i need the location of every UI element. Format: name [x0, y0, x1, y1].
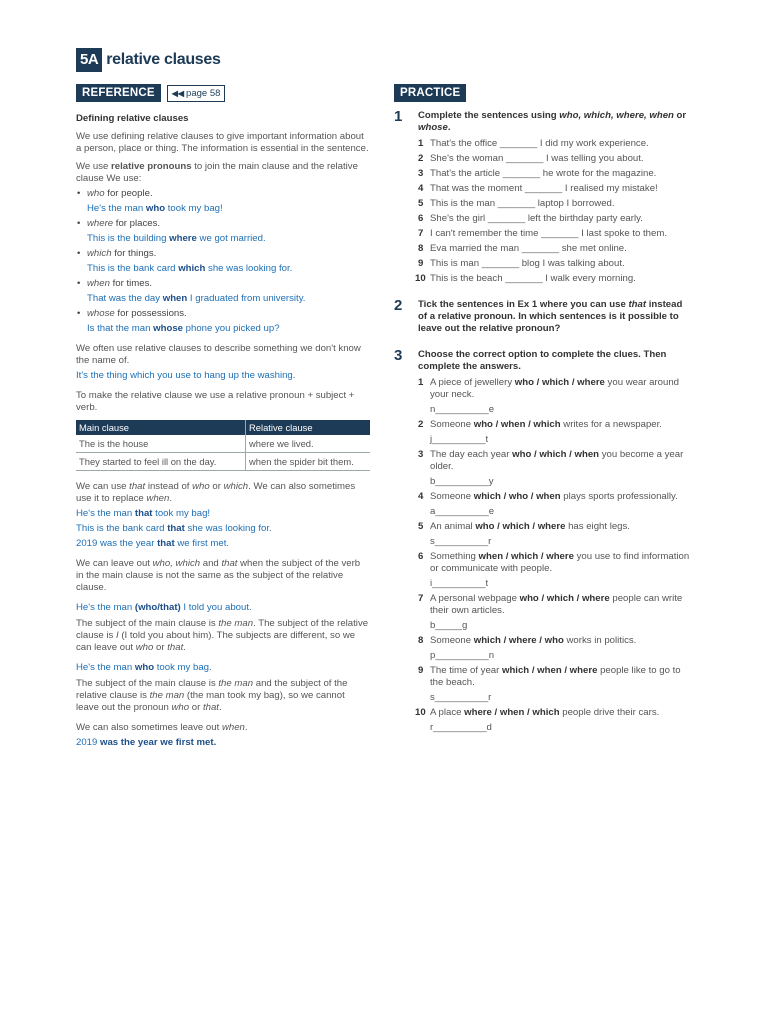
option-choices: who / which / where	[475, 521, 566, 532]
text: to join the main clause and the relative clause We use:	[76, 161, 358, 184]
text: took my bag.	[154, 662, 212, 673]
text: 2019 was the year	[76, 538, 158, 549]
text: for things.	[111, 248, 157, 259]
text-italic: the man	[218, 678, 254, 689]
item-number: 9	[418, 258, 424, 269]
example-sentence	[76, 737, 370, 749]
example-sentence	[87, 293, 370, 305]
example-sentence	[76, 662, 370, 674]
text: Something	[430, 551, 479, 562]
text: We can leave out	[76, 558, 153, 569]
practice-header	[394, 84, 694, 102]
example-sentence	[87, 323, 370, 335]
list-item	[418, 665, 694, 704]
answer-blank: b_____g	[430, 620, 468, 631]
use-item-where	[76, 218, 370, 245]
rewind-icon: ◀◀	[171, 88, 185, 98]
item-number: 9	[418, 665, 424, 676]
exercise-3	[394, 349, 694, 734]
text-bold: (who/that)	[134, 602, 181, 613]
text: He's the man	[76, 508, 135, 519]
practice-label: PRACTICE	[394, 84, 466, 102]
text: she was looking for.	[205, 263, 293, 274]
answer-blank: s__________r	[430, 692, 492, 703]
text: I graduated from university.	[187, 293, 306, 304]
text: I told you about.	[180, 602, 252, 613]
list-item	[418, 635, 694, 662]
list-item	[418, 168, 694, 180]
text: or	[209, 481, 224, 492]
text: Someone	[430, 635, 474, 646]
example-sentence	[87, 233, 370, 245]
text-italic: that	[129, 481, 146, 492]
text-bold: was the year we first met.	[97, 737, 217, 748]
text-italic: when	[146, 493, 170, 504]
text: The subject of the main clause is	[76, 618, 219, 629]
item-text	[430, 665, 694, 704]
text-bold: whose	[153, 323, 183, 334]
unit-badge: 5A	[76, 48, 102, 72]
text-bold: that	[134, 508, 153, 519]
ref-para-7	[76, 618, 370, 654]
answer-blank: p__________n	[430, 650, 495, 661]
text-italic: that	[167, 642, 184, 653]
pronoun: when	[87, 278, 110, 289]
text: The day each year	[430, 449, 513, 460]
text: phone you picked up?	[183, 323, 280, 334]
item-number: 6	[418, 213, 424, 224]
exercise-body	[418, 299, 694, 335]
example-sentence	[76, 602, 370, 614]
answer-blank: n__________e	[430, 404, 495, 415]
ref-para-9	[76, 722, 370, 734]
item-number: 3	[418, 449, 424, 460]
list-item	[418, 183, 694, 195]
text: took my bag!	[152, 508, 211, 519]
list-item	[418, 419, 694, 446]
option-choices: which / when / where	[501, 665, 598, 676]
list-item	[415, 273, 694, 285]
pronoun: who	[87, 188, 105, 199]
text: instead of a relative pronoun. In which sentences is it possible to leave out the relative pronoun?	[418, 299, 683, 334]
exercise-number: 2	[394, 297, 403, 314]
item-text: She's the girl _______ left the birthday party early.	[430, 213, 643, 224]
answer-blank: r__________d	[430, 722, 492, 733]
exercise-number: 3	[394, 347, 403, 364]
item-number: 3	[418, 168, 424, 179]
item-text	[430, 707, 694, 734]
option-choices: who / which / where	[514, 377, 605, 388]
option-choices: where / when / which	[464, 707, 560, 718]
text: Is that the man	[87, 323, 154, 334]
text-italic: whose	[418, 122, 448, 133]
text: people like to go to the beach.	[430, 665, 681, 688]
text-italic: that	[202, 702, 219, 713]
exercise-instruction	[418, 110, 694, 134]
bullet: •	[77, 278, 81, 289]
text: The subject of the main clause is	[76, 678, 219, 689]
unit-title	[76, 48, 221, 72]
table-header-row	[76, 420, 370, 435]
list-item	[418, 213, 694, 225]
item-number: 4	[418, 183, 424, 194]
text: when the subject of the verb in the main clause is not the same as the subject of the relative clause.	[76, 558, 361, 593]
item-number: 5	[418, 198, 424, 209]
text: took my bag!	[165, 203, 223, 214]
item-number: 6	[418, 551, 424, 562]
ref-para-3: We often use relative clauses to describe something we don't know the name of.	[76, 343, 361, 366]
text: A place	[430, 707, 465, 718]
text: we got married.	[196, 233, 266, 244]
item-text: She's the woman _______ I was telling you about.	[430, 153, 644, 164]
list-item	[418, 258, 694, 270]
exercise-1	[394, 110, 694, 285]
text: you use to find information or communicate with people.	[430, 551, 690, 574]
text: (I told you about him). The subjects are different, so we can leave out	[76, 630, 356, 653]
answer-blank: b__________y	[430, 476, 494, 487]
text: or	[189, 702, 203, 713]
item-number: 10	[415, 707, 426, 718]
text: We can use	[76, 481, 130, 492]
list-item	[418, 491, 694, 518]
text: . The subject of the relative clause is	[76, 618, 369, 641]
list-item	[418, 377, 694, 416]
table-header: Relative clause	[246, 420, 371, 435]
use-item-whose	[76, 308, 370, 335]
item-number: 2	[418, 153, 424, 164]
item-text	[430, 491, 694, 518]
table-row	[76, 453, 370, 471]
practice-column	[394, 84, 694, 734]
example-sentence	[76, 538, 370, 550]
example-sentence	[76, 508, 370, 520]
exercise-2	[394, 299, 694, 335]
text: we first met.	[174, 538, 230, 549]
exercise-number: 1	[394, 108, 403, 125]
item-number: 7	[418, 228, 424, 239]
option-choices: when / which / where	[478, 551, 574, 562]
bullet: •	[77, 188, 81, 199]
page-ref-link[interactable]	[167, 85, 226, 102]
use-item-who	[76, 188, 370, 215]
text: He's the man	[76, 662, 135, 673]
text: Someone	[430, 491, 474, 502]
example-sentence	[87, 263, 370, 275]
pronoun: where	[87, 218, 114, 229]
text: you become a year older.	[430, 449, 684, 472]
option-choices: who / when / which	[473, 419, 561, 430]
text: people drive their cars.	[559, 707, 660, 718]
item-number: 8	[418, 243, 424, 254]
text-bold: that	[157, 538, 175, 549]
item-number: 8	[418, 635, 424, 646]
bullet: •	[77, 308, 81, 319]
list-item	[418, 198, 694, 210]
pronoun: whose	[87, 308, 115, 319]
text: or	[153, 642, 168, 653]
answer-blank: a__________e	[430, 506, 495, 517]
item-text: Eva married the man _______ she met online.	[430, 243, 627, 254]
text: you wear around your neck.	[430, 377, 680, 400]
pronoun-uses-list	[76, 188, 370, 335]
item-text: This is the beach _______ I walk every morning.	[430, 273, 636, 284]
item-text: That's the article _______ he wrote for the magazine.	[430, 168, 657, 179]
item-text: This is the man _______ laptop I borrowed.	[430, 198, 615, 209]
text: This is the bank card	[76, 523, 168, 534]
clause-table	[76, 420, 370, 471]
text-italic: who, which, where, when	[559, 110, 674, 121]
text: . We can also sometimes use it to replace	[76, 481, 356, 504]
list-item	[418, 551, 694, 590]
page-title: relative clauses	[106, 51, 221, 68]
use-item-which	[76, 248, 370, 275]
item-number: 10	[415, 273, 426, 284]
table-cell: when the spider bit them.	[246, 453, 371, 471]
ref-para-8	[76, 678, 370, 714]
list-item	[418, 153, 694, 165]
table-cell: where we lived.	[246, 435, 371, 453]
text-bold: relative pronouns	[111, 161, 192, 172]
text: We can also sometimes leave out	[76, 722, 222, 733]
item-text	[430, 419, 694, 446]
item-text	[430, 377, 694, 416]
item-text	[430, 449, 694, 488]
text: she was looking for.	[184, 523, 272, 534]
text: We use	[76, 161, 112, 172]
exercise-body	[415, 349, 694, 734]
ref-para-6	[76, 558, 370, 594]
item-number: 7	[418, 593, 424, 604]
reference-header	[76, 84, 370, 102]
text: Complete the sentences using	[418, 110, 560, 121]
item-number: 4	[418, 491, 424, 502]
text: plays sports professionally.	[560, 491, 678, 502]
text: and	[200, 558, 222, 569]
text-italic: who	[171, 702, 190, 713]
text-italic: who, which	[152, 558, 201, 569]
option-choices: who / which / when	[512, 449, 600, 460]
text: .	[447, 122, 451, 133]
text: people can write their own articles.	[430, 593, 683, 616]
item-number: 5	[418, 521, 424, 532]
text-italic: I	[116, 630, 119, 641]
text: That was the day	[87, 293, 163, 304]
option-choices: who / which / where	[519, 593, 610, 604]
text: He's the man	[76, 602, 135, 613]
option-choices: which / who / when	[473, 491, 561, 502]
list-item	[418, 449, 694, 488]
text: He's the man	[87, 203, 146, 214]
text-bold: where	[169, 233, 197, 244]
text-italic: the man	[149, 690, 185, 701]
list-item	[418, 243, 694, 255]
example-sentence: It's the thing which you use to hang up the washing.	[76, 370, 296, 381]
answer-blank: j__________t	[430, 434, 489, 445]
text-italic: who	[192, 481, 210, 492]
list-item	[415, 707, 694, 734]
text-italic: when	[221, 722, 245, 733]
text: has eight legs.	[565, 521, 630, 532]
answer-blank: s__________r	[430, 536, 492, 547]
exercise-instruction	[418, 299, 694, 335]
exercise-instruction: Choose the correct option to complete the clues. Then complete the answers.	[418, 349, 667, 372]
text: This is the bank card	[87, 263, 179, 274]
item-number: 1	[418, 377, 424, 388]
text: A personal webpage	[430, 593, 520, 604]
example-sentence	[87, 203, 370, 215]
text: .	[183, 642, 186, 653]
text-italic: that	[628, 299, 647, 310]
use-item-when	[76, 278, 370, 305]
item-number: 2	[418, 419, 424, 430]
ref-para-5	[76, 481, 370, 505]
text: .	[218, 702, 222, 713]
answer-blank: i__________t	[430, 578, 489, 589]
ref-para-1: We use defining relative clauses to give important information about a person, place or thing. The information is essential in the sentence.	[76, 131, 369, 154]
item-number: 1	[418, 138, 424, 149]
text-bold: when	[162, 293, 188, 304]
reference-column	[76, 84, 370, 749]
text: This is the building	[87, 233, 170, 244]
table-row	[76, 435, 370, 453]
text: .	[244, 722, 248, 733]
text: 2019	[76, 737, 98, 748]
pronoun: which	[87, 248, 112, 259]
text-italic: which	[223, 481, 249, 492]
text: for times.	[109, 278, 153, 289]
exercise-items	[415, 138, 694, 285]
page-ref-text: page 58	[186, 87, 221, 99]
item-text	[430, 521, 694, 548]
text-italic: that	[221, 558, 238, 569]
table-cell: They started to feel ill on the day.	[76, 453, 246, 471]
item-text	[430, 551, 694, 590]
text-bold: which	[178, 263, 206, 274]
item-text	[430, 593, 694, 632]
exercise-body	[415, 110, 694, 285]
text: Someone	[430, 419, 474, 430]
text-italic: the man	[218, 618, 254, 629]
text: or	[673, 110, 687, 121]
text: (the man took my bag), so we cannot leave out the pronoun	[76, 690, 345, 713]
text: and the subject of the relative clause is	[76, 678, 348, 701]
ref-para-2	[76, 161, 370, 185]
text: An animal	[430, 521, 476, 532]
text: for places.	[113, 218, 161, 229]
text: for possessions.	[114, 308, 187, 319]
text: .	[169, 493, 173, 504]
item-text: That was the moment _______ I realised my mistake!	[430, 183, 658, 194]
item-text: That's the office _______ I did my work experience.	[430, 138, 649, 149]
list-item	[418, 593, 694, 632]
item-text: This is man _______ blog I was talking about.	[430, 258, 625, 269]
bullet: •	[77, 218, 81, 229]
bullet: •	[77, 248, 81, 259]
list-item	[418, 138, 694, 150]
item-text: I can't remember the time _______ I last spoke to them.	[430, 228, 668, 239]
option-choices: which / where / who	[473, 635, 564, 646]
text: The time of year	[430, 665, 502, 676]
list-item	[418, 228, 694, 240]
text: instead of	[145, 481, 193, 492]
text-bold: that	[167, 523, 185, 534]
text-bold: who	[134, 662, 155, 673]
item-text	[430, 635, 694, 662]
text: works in politics.	[563, 635, 637, 646]
example-sentence	[76, 523, 370, 535]
ref-para-4: To make the relative clause we use a relative pronoun + subject + verb.	[76, 390, 355, 413]
text: A piece of jewellery	[430, 377, 515, 388]
text: writes for a newspaper.	[560, 419, 662, 430]
text: for people.	[104, 188, 153, 199]
table-cell: The is the house	[76, 435, 246, 453]
exercise-items	[415, 377, 694, 734]
text-bold: who	[145, 203, 166, 214]
text-italic: who	[135, 642, 154, 653]
list-item	[418, 521, 694, 548]
text: Tick the sentences in Ex 1 where you can use	[418, 299, 629, 310]
reference-label: REFERENCE	[76, 84, 161, 102]
reference-subhead: Defining relative clauses	[76, 113, 189, 124]
table-header: Main clause	[76, 420, 246, 435]
